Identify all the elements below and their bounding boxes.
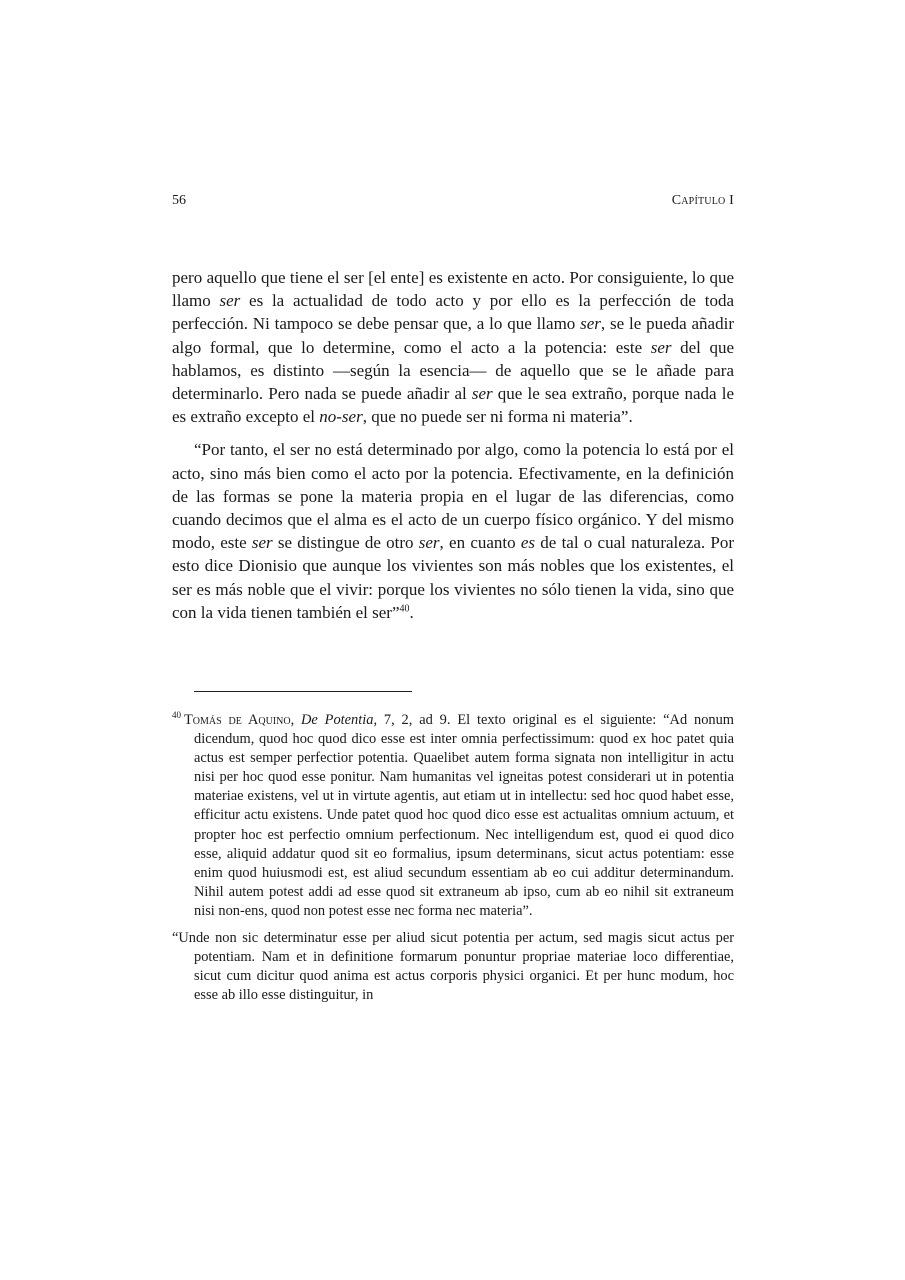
footnote-reference: 40 bbox=[399, 603, 410, 615]
main-text bbox=[172, 266, 734, 624]
footnote-marker: 40 bbox=[172, 710, 181, 721]
footnote-author: Tomás de Aquino bbox=[184, 712, 291, 728]
page-header bbox=[172, 193, 734, 213]
footnote-continuation: “Unde non sic determinatur esse per aliud sicut potentia per actum, sed magis sicut actus per potentiam. Nam et in definitione formarum ponuntur propriae materiae loco differentiae, sicut cum dicitur quod anima est actus corporis physici organici. Et per hunc modum, hoc esse ab illo esse distinguitur, in bbox=[172, 930, 734, 1004]
paragraph: pero aquello que tiene el ser [el ente] es existente en acto. Por consiguiente, lo que llamo ser es la actualidad de todo acto y por ello es la perfección de toda perfección. Ni tampoco se debe pensar que, a lo que llamo ser, se le pueda añadir algo formal, que lo determine, como el acto a la potencia: este ser del que hablamos, es distinto —según la esencia— de aquello que se le añade para determinarlo. Pero nada se puede añadir al ser que le sea extraño, porque nada le es extraño excepto el no-ser, que no puede ser ni forma ni materia”. bbox=[172, 268, 734, 427]
page-number: 56 bbox=[172, 193, 186, 208]
running-head: Capítulo I bbox=[671, 193, 734, 208]
footnote-40: $^{40}$ Tomás de Aquino, De Potentia, 7, 2, ad 9. El texto original es el siguiente: “Ad nonum dicendum, quod hoc quod dico esse est inter omnia perfectissimum: quod ex hoc patet quia actus est semper perfectior potentia. Quaelibet autem forma signata non intelligitur in actu nisi per hoc quod esse ponitur. Nam humanitas vel igneitas potest considerari ut in potentia materiae existens, vel ut in virtute agentis, aut etiam ut in intellectu: sed hoc quod habet esse, efficitur actu existens. Unde patet quod hoc quod dico esse est actualitas omnium actuum, et propter hoc est perfectio omnium perfectionum. Nec intelligendum est, quod ei quod dico esse, aliquid addatur quod sit eo formalius, ipsum determinans, sicut actus potentiam: esse enim quod huiusmodi est, est aliud secundum essentiam ab eo cui additur determinandum. Nihil autem potest addi ad esse quod sit extraneum ab ipso, cum ab eo nihil sit extraneum nisi non-ens, quod non potest esse nec forma nec materia”. bbox=[172, 710, 734, 919]
paragraph: “Por tanto, el ser no está determinado por algo, como la potencia lo está por el acto, sino más bien como el acto por la potencia. Efectivamente, en la definición de las formas se pone la materia propia en el lugar de las diferencias, como cuando decimos que el alma es el acto de un cuerpo físico orgánico. Y del mismo modo, este ser se distingue de otro ser, en cuanto es de tal o cual naturaleza. Por esto dice Dionisio que aunque los vivientes son más nobles que los existentes, el ser es más noble que el vivir: porque los vivientes no sólo tienen la vida, sino que con la vida tienen también el ser”$^{40}$. bbox=[172, 440, 735, 622]
footnote-work-title: De Potentia bbox=[301, 712, 374, 728]
footnote-separator bbox=[194, 691, 412, 692]
footnotes bbox=[172, 711, 734, 1005]
